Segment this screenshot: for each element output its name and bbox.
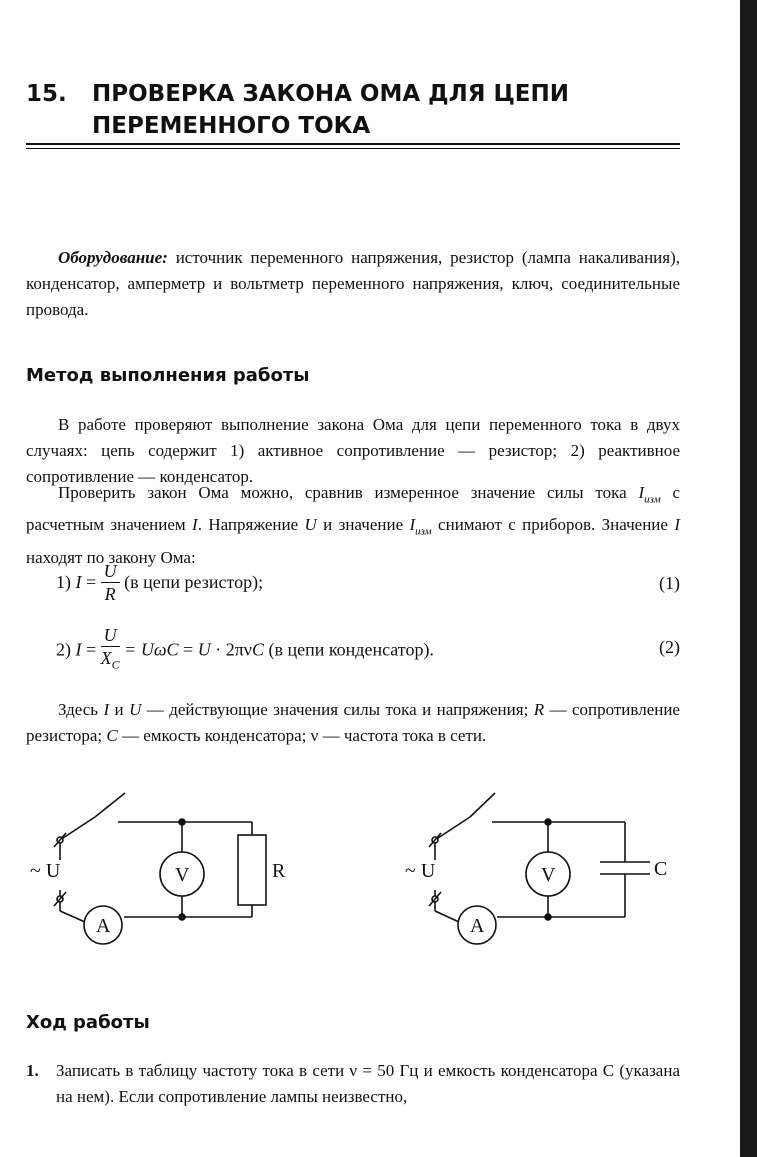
- formula-1-prefix: 1): [56, 572, 76, 592]
- text-run: и: [109, 700, 130, 719]
- formula-2-part: =: [178, 639, 198, 660]
- text-run: Здесь: [58, 700, 104, 719]
- source-label: ~ U: [405, 860, 436, 882]
- capacitor-label: C: [654, 858, 668, 880]
- chapter-number: 15.: [26, 81, 67, 107]
- symbol-u: U: [129, 700, 142, 719]
- circuit-diagrams: [30, 785, 690, 955]
- ammeter-label: A: [96, 915, 111, 937]
- formula-1-lhs: I: [75, 572, 82, 592]
- text-run: . Напряжение: [197, 515, 305, 535]
- page-edge-shadow: [740, 0, 757, 1157]
- formula-2-part: · 2πν: [210, 639, 252, 660]
- formula-1-denominator: R: [104, 584, 116, 604]
- text-run: Проверить закон Ома можно, сравнив измеренное значение силы тока: [58, 483, 639, 502]
- denominator-sub-c: C: [111, 657, 120, 672]
- symbol-i: I: [103, 700, 110, 719]
- capacitor-circuit: [429, 793, 650, 944]
- symbol-i: I: [409, 515, 416, 535]
- switch-lever: [60, 817, 95, 840]
- text-run: — сопротивление резистора;: [26, 700, 680, 745]
- text-run: с расчетным значением: [26, 483, 681, 535]
- formula-2-lhs: I: [75, 639, 82, 660]
- formula-1: [56, 560, 680, 610]
- equipment-paragraph: [26, 245, 680, 323]
- text-run: находят по закону Ома:: [26, 547, 196, 567]
- formula-1-number: (1): [659, 573, 680, 593]
- junction-dot: [545, 914, 551, 920]
- formula-2-part: = Uω: [119, 639, 167, 660]
- formula-2: [56, 624, 680, 674]
- symbol-i: I: [674, 515, 680, 535]
- step-1-text: Записать в таблицу частоту тока в сети ν = 50 Гц и емкость конденсатора С (указана на нем). Если сопротивление лампы неизвестно,: [56, 1061, 680, 1106]
- text-run: снимают с приборов. Значение: [431, 515, 675, 535]
- voltmeter-label: V: [175, 864, 190, 886]
- formula-2-note: (в цепи конденсатор).: [263, 639, 434, 660]
- symbol-u: U: [304, 515, 317, 535]
- equipment-label: Оборудование:: [58, 248, 168, 267]
- ammeter-label: A: [470, 915, 485, 937]
- formula-1-equals: =: [81, 572, 101, 592]
- resistor-label: R: [272, 860, 286, 882]
- formula-2-numerator: U: [101, 624, 120, 647]
- subscript-izm: изм: [644, 493, 661, 506]
- resistor-circuit: [54, 793, 266, 944]
- formula-1-note: (в цепи резистор);: [119, 572, 264, 592]
- text-run: и значение: [316, 515, 410, 535]
- formula-2-equals: =: [81, 639, 101, 660]
- junction-dot: [545, 819, 551, 825]
- formula-2-prefix: 2): [56, 639, 76, 660]
- formula-2-number: (2): [659, 637, 680, 657]
- formula-2-part: C: [251, 639, 264, 660]
- wire: [435, 911, 459, 922]
- step-1-number: 1.: [26, 1061, 39, 1080]
- voltmeter-label: V: [541, 864, 556, 886]
- source-label: ~ U: [30, 860, 61, 882]
- title-rule: [26, 143, 680, 149]
- symbol-c: C: [106, 726, 118, 745]
- switch-lever: [435, 817, 470, 840]
- formula-1-fraction: [101, 560, 120, 605]
- formula-2-fraction: [101, 624, 120, 676]
- method-paragraph-3: [26, 697, 680, 749]
- formula-2-part: U: [197, 639, 211, 660]
- junction-dot: [179, 819, 185, 825]
- method-paragraph-1: В работе проверяют выполнение закона Ома для цепи переменного тока в двух случаях: цепь содержит 1) активное сопротивление — резистор; 2) реактивное сопротивление — конденсатор.: [26, 415, 680, 486]
- equipment-text: источник переменного напряжения, резистор (лампа накаливания), конденсатор, амперметр и вольтметр переменного напряжения, ключ, соединительные провода.: [26, 248, 680, 319]
- method-paragraph-2: [26, 480, 680, 571]
- text-run: — действующие значения силы тока и напряжения;: [141, 700, 534, 719]
- junction-dot: [179, 914, 185, 920]
- symbol-r: R: [533, 700, 545, 719]
- steps-heading: Ход работы: [26, 1012, 150, 1033]
- symbol-i: I: [638, 483, 645, 502]
- formula-2-denominator: [101, 647, 120, 676]
- switch-lever: [470, 793, 495, 817]
- resistor-symbol: [238, 835, 266, 905]
- formula-2-part: C: [166, 639, 179, 660]
- subscript-izm: изм: [415, 525, 432, 538]
- chapter-title-line2: ПЕРЕМЕННОГО ТОКА: [92, 113, 371, 139]
- chapter-title-line1: ПРОВЕРКА ЗАКОНА ОМА ДЛЯ ЦЕПИ: [92, 81, 570, 107]
- text-run: — емкость конденсатора; ν — частота тока в сети.: [117, 726, 487, 745]
- formula-1-numerator: U: [101, 560, 120, 583]
- symbol-i: I: [192, 515, 198, 535]
- wire: [60, 911, 85, 922]
- denominator-x: X: [100, 648, 112, 668]
- switch-lever: [95, 793, 125, 817]
- method-heading: Метод выполнения работы: [26, 365, 310, 386]
